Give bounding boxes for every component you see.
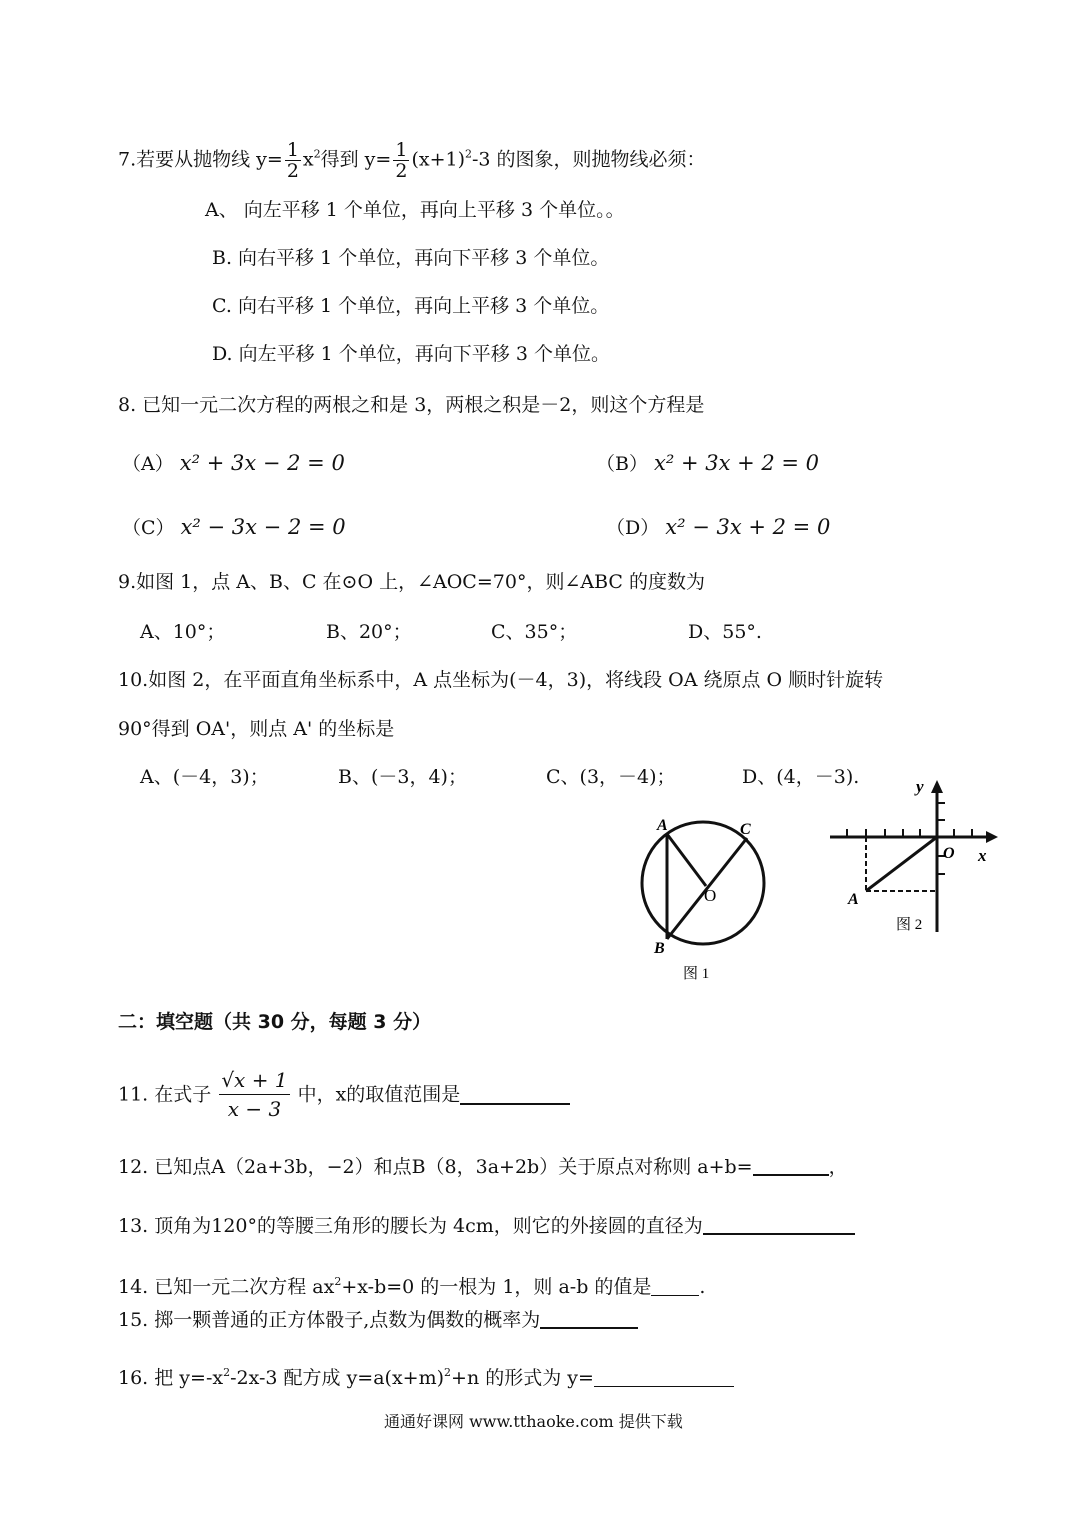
q11-line xyxy=(118,1066,570,1123)
q10-option-b: B、(－3，4)； xyxy=(338,766,467,788)
q9-option-b: B、20°； xyxy=(326,621,412,643)
q12-line xyxy=(118,1155,848,1179)
q10-stem-line1: 10.如图 2，在平面直角坐标系中，A 点坐标为(－4，3)，将线段 OA 绕原点 O 顺时针旋转 xyxy=(118,669,884,691)
option-equation: x² + 3x − 2 = 0 xyxy=(179,451,345,475)
q15-answer-blank[interactable] xyxy=(540,1309,638,1329)
q12-tail: ， xyxy=(828,1156,848,1178)
q11-fraction xyxy=(219,1066,289,1123)
frac-den: 2 xyxy=(286,160,299,182)
q7-fraction-1 xyxy=(285,140,301,181)
superscript: 2 xyxy=(465,147,472,161)
q12-answer-blank[interactable] xyxy=(753,1156,829,1176)
section-2-heading: 二：填空题（共 30 分，每题 3 分） xyxy=(118,1011,432,1033)
option-equation: x² + 3x + 2 = 0 xyxy=(654,451,820,475)
x-axis-arrow-icon xyxy=(986,831,998,843)
figure-2-caption: 图 2 xyxy=(896,917,923,933)
option-label: （D） xyxy=(606,517,660,539)
superscript: 2 xyxy=(444,1366,452,1379)
y-axis-arrow-icon xyxy=(931,780,943,793)
q16-text: +n 的形式为 y= xyxy=(451,1367,594,1389)
q7-stem xyxy=(118,140,706,181)
q9-stem: 9.如图 1，点 A、B、C 在⊙O 上，∠AOC=70°，则∠ABC 的度数为 xyxy=(118,571,705,593)
label-b: B xyxy=(654,940,665,957)
q9-option-d: D、55°. xyxy=(688,621,762,643)
segment-oa xyxy=(866,837,937,891)
label-o: O xyxy=(704,886,717,905)
segment-ao xyxy=(667,834,706,886)
q16-text: 16. 把 y=-x xyxy=(118,1367,224,1389)
frac-den: x − 3 xyxy=(227,1097,282,1121)
label-o: O xyxy=(943,845,955,862)
label-x: x xyxy=(978,846,987,865)
q8-option-b xyxy=(596,451,819,476)
label-a: A xyxy=(848,891,859,908)
label-c: C xyxy=(740,821,751,838)
q11-prefix: 11. 在式子 xyxy=(118,1083,212,1106)
q15-line xyxy=(118,1308,638,1332)
q8-stem: 8. 已知一元二次方程的两根之和是 3，两根之积是－2，则这个方程是 xyxy=(118,394,705,416)
q14-answer-blank[interactable] xyxy=(651,1277,699,1296)
frac-num: √x + 1 xyxy=(219,1066,289,1095)
q7-stem-part: (x+1) xyxy=(411,148,465,171)
superscript: 2 xyxy=(223,1366,231,1379)
q7-option-a: A、 向左平移 1 个单位，再向上平移 3 个单位。。 xyxy=(205,199,625,221)
option-equation: x² − 3x − 2 = 0 xyxy=(180,515,346,539)
q7-option-b: B. 向右平移 1 个单位，再向下平移 3 个单位。 xyxy=(212,247,610,269)
q10-option-d: D、(4，－3). xyxy=(742,766,860,788)
footer-text: 通通好课网 www.tthaoke.com 提供下载 xyxy=(384,1412,683,1431)
figure-1-circle xyxy=(630,810,780,990)
q12-text: 12. 已知点A（2a+3b，−2）和点B（8，3a+2b）关于原点对称则 a+b= xyxy=(118,1156,753,1178)
option-label: （C） xyxy=(122,517,175,539)
q14-line xyxy=(118,1270,705,1299)
label-a: A xyxy=(657,817,668,834)
q11-suffix: 中，x的取值范围是 xyxy=(297,1083,461,1106)
frac-num: 1 xyxy=(395,139,408,161)
q7-stem-part: 7.若要从抛物线 y= xyxy=(118,148,283,171)
q8-option-c xyxy=(122,515,346,540)
q13-answer-blank[interactable] xyxy=(703,1215,855,1235)
option-label: （B） xyxy=(596,453,648,475)
q14-text: 14. 已知一元二次方程 ax xyxy=(118,1276,335,1298)
q10-option-c: C、(3，－4)； xyxy=(546,766,676,788)
q13-text: 13. 顶角为120°的等腰三角形的腰长为 4cm，则它的外接圆的直径为 xyxy=(118,1215,703,1237)
q7-stem-part: x xyxy=(302,148,314,171)
q16-answer-blank[interactable] xyxy=(594,1368,734,1387)
q9-option-a: A、10°； xyxy=(140,621,226,643)
q10-stem-line2: 90°得到 OA'，则点 A' 的坐标是 xyxy=(118,718,395,740)
superscript: 2 xyxy=(313,147,321,161)
q15-text: 15. 掷一颗普通的正方体骰子,点数为偶数的概率为 xyxy=(118,1309,541,1331)
q9-option-c: C、35°； xyxy=(491,621,578,643)
q7-option-c: C. 向右平移 1 个单位，再向上平移 3 个单位。 xyxy=(212,295,610,317)
q14-text: +x-b=0 的一根为 1，则 a-b 的值是 xyxy=(341,1276,652,1298)
q13-line xyxy=(118,1214,855,1238)
q7-stem-part: 得到 y= xyxy=(320,148,392,171)
q7-stem-part: -3 的图象，则抛物线必须： xyxy=(472,148,706,171)
q16-text: -2x-3 配方成 y=a(x+m) xyxy=(230,1367,445,1389)
q11-answer-blank[interactable] xyxy=(460,1085,570,1105)
q16-line xyxy=(118,1361,734,1390)
label-y: y xyxy=(916,777,924,796)
q10-option-a: A、(－4，3)； xyxy=(140,766,269,788)
option-label: （A） xyxy=(122,453,174,475)
option-equation: x² − 3x + 2 = 0 xyxy=(665,515,831,539)
frac-num: 1 xyxy=(286,139,299,161)
figure-2-coordinates xyxy=(826,772,1002,940)
figure-1-caption: 图 1 xyxy=(683,966,710,982)
superscript: 2 xyxy=(334,1275,342,1288)
frac-den: 2 xyxy=(395,160,408,182)
q8-option-a xyxy=(122,451,345,476)
q14-tail: . xyxy=(699,1276,706,1298)
q8-option-d xyxy=(606,515,830,540)
q7-fraction-2 xyxy=(393,140,409,181)
q7-option-d: D. 向左平移 1 个单位，再向下平移 3 个单位。 xyxy=(212,343,610,365)
